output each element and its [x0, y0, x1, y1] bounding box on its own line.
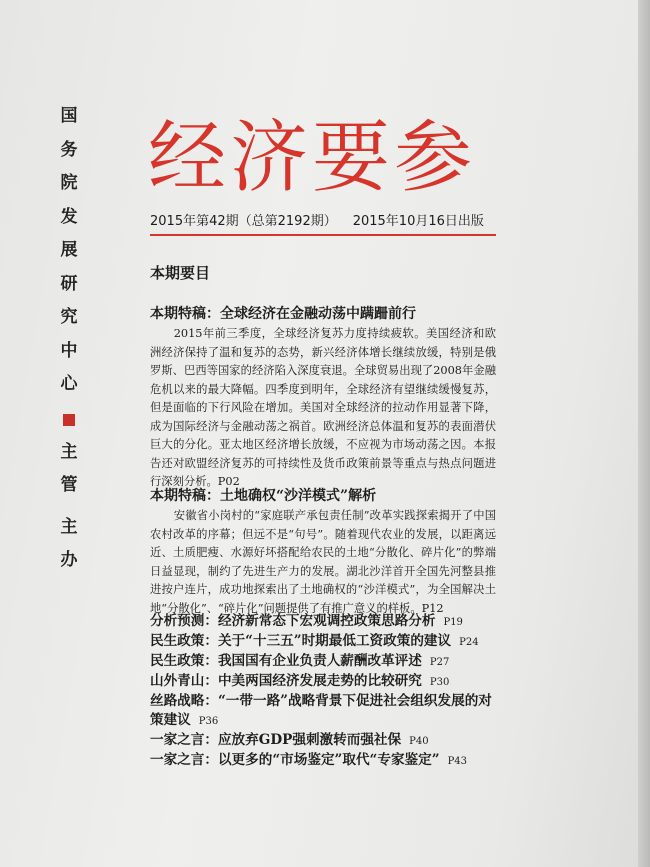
- role-char: 办: [60, 550, 78, 570]
- role-char: 主: [60, 516, 78, 537]
- list-item: [150, 731, 500, 751]
- publisher-char: 发: [60, 206, 78, 227]
- publish-date: 2015年10月16日出版: [352, 214, 484, 229]
- article-title: 一家之言：以更多的“市场鉴定”取代“专家鉴定”: [150, 752, 440, 768]
- article-title: 山外青山：中美两国经济发展走势的比较研究: [150, 673, 422, 689]
- publisher-char: 究: [60, 307, 78, 327]
- list-item: [150, 612, 500, 632]
- feature-summary: 安徽省小岗村的“家庭联产承包责任制”改革实践探索揭开了中国农村改革的序幕；但远不是“句号”。随着现代农业的发展，以距离远近、土质肥瘦、水源好坏搭配给农民的土地“分散化、碎片化”的弊端日益显现，制约了先进生产力的发展。湖北沙洋首开全国先河整县推进按户连片，成功地探索出了土地确权的“沙洋模式”，为全国解决土地“分散化”、“碎片化”问题提供了有推广意义的样板。P12: [150, 509, 496, 615]
- list-item: [150, 751, 500, 771]
- publisher-char: 展: [60, 240, 78, 260]
- page-number: P24: [459, 637, 479, 648]
- feature-article: [150, 485, 496, 618]
- page-number: P19: [443, 617, 463, 628]
- feature-title: 本期特稿：全球经济在金融动荡中蹒跚前行: [150, 306, 416, 322]
- adjacent-page-edge: [638, 0, 650, 867]
- list-item: [150, 632, 500, 652]
- masthead-title: 经济要参: [148, 113, 477, 203]
- role-char: 主: [60, 441, 78, 462]
- page-number: P30: [429, 677, 450, 688]
- page-number: P27: [429, 657, 450, 668]
- page-number: P36: [198, 716, 219, 727]
- red-divider: [150, 234, 496, 236]
- role-char: 管: [60, 475, 78, 495]
- publisher-char: 中: [60, 340, 78, 361]
- publisher-vertical-text: [58, 100, 80, 578]
- feature-article: [150, 303, 496, 492]
- publisher-char: 国: [60, 106, 78, 126]
- feature-title: 本期特稿：土地确权“沙洋模式”解析: [150, 488, 377, 504]
- list-item: [150, 652, 500, 672]
- red-square-icon: [63, 414, 75, 426]
- article-title: 一家之言：应放弃GDP强刺激转而强社保: [150, 732, 402, 748]
- article-title: 丝路战略：“一带一路”战略背景下促进社会组织发展的对策建议: [150, 693, 492, 728]
- feature-summary: 2015年前三季度，全球经济复苏力度持续疲软。美国经济和欧洲经济保持了温和复苏的态势，新兴经济体增长继续放缓，特别是俄罗斯、巴西等国家的经济陷入深度衰退。全球贸易出现了2008年金融危机以来的最大降幅。四季度到明年，全球经济有望继续缓慢复苏，但是面临的下行风险在增加。美国对全球经济的拉动作用显著下降，成为国际经济与金融动荡之祸首。欧洲经济总体温和复苏的表面潜伏巨大的分化。亚太地区经济增长放缓，不应视为市场动荡之因。本报告还对欧盟经济复苏的可持续性及货币政策前景等重点与热点问题进行深刻分析。P02: [150, 327, 496, 488]
- publisher-char: 院: [60, 173, 78, 193]
- article-title: 民生政策：我国国有企业负责人薪酬改革评述: [150, 653, 422, 669]
- publisher-char: 研: [60, 273, 78, 294]
- publisher-char: 心: [60, 374, 78, 394]
- page-number: P43: [447, 756, 468, 767]
- list-item: [150, 672, 500, 692]
- issue-line: [150, 210, 484, 229]
- list-item: [150, 692, 500, 731]
- page-number: P40: [409, 736, 429, 747]
- article-title: 民生政策：关于“十三五”时期最低工资政策的建议: [150, 633, 452, 649]
- issue-number: 2015年第42期（总第2192期）: [150, 214, 337, 229]
- article-title: 分析预测：经济新常态下宏观调控政策思路分析: [150, 613, 436, 629]
- publisher-char: 务: [60, 139, 78, 160]
- article-list: [150, 612, 500, 771]
- toc-heading: 本期要目: [150, 264, 211, 282]
